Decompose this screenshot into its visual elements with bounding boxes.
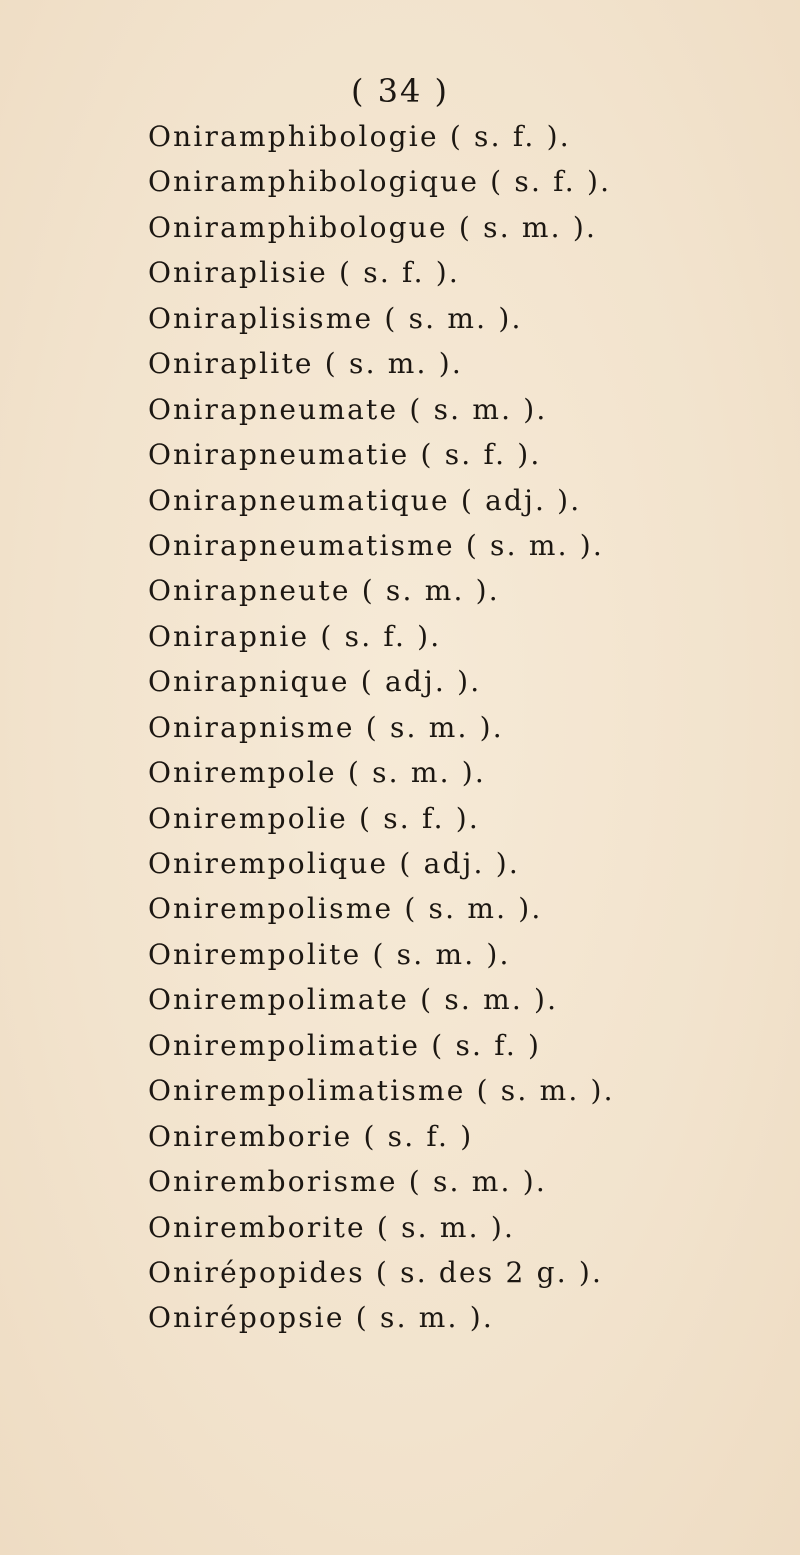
dictionary-entry: Oniramphibologue ( s. m. ). [148, 210, 598, 244]
dictionary-entry: Oniremborite ( s. m. ). [148, 1210, 516, 1244]
dictionary-entry: Onirapnie ( s. f. ). [148, 619, 442, 653]
dictionary-entry: Onirépopides ( s. des 2 g. ). [148, 1255, 604, 1289]
dictionary-entry: Onirempolimate ( s. m. ). [148, 983, 559, 1017]
dictionary-entry: Onirempole ( s. m. ). [148, 756, 487, 790]
page-number: ( 34 ) [350, 72, 450, 110]
dictionary-entry: Onirempolite ( s. m. ). [148, 937, 511, 971]
dictionary-entry: Onirempolimatisme ( s. m. ). [148, 1074, 615, 1108]
dictionary-entry: Onirapnisme ( s. m. ). [148, 710, 504, 744]
dictionary-entry: Onirempolisme ( s. m. ). [148, 892, 543, 926]
dictionary-entry: Oniraplisisme ( s. m. ). [148, 301, 523, 335]
dictionary-entry: Onirépopsie ( s. m. ). [148, 1301, 494, 1335]
dictionary-entry: Onirapnique ( adj. ). [148, 665, 482, 699]
dictionary-entry: Onirempolimatie ( s. f. ) [148, 1028, 542, 1062]
dictionary-entry-list [148, 114, 615, 1341]
dictionary-entry: Onirapneumate ( s. m. ). [148, 392, 548, 426]
dictionary-entry: Oniremborisme ( s. m. ). [148, 1165, 547, 1199]
dictionary-entry: Onirapneumatique ( adj. ). [148, 483, 582, 517]
dictionary-entry: Oniramphibologie ( s. f. ). [148, 120, 571, 153]
dictionary-entry: Onirapneumatie ( s. f. ). [148, 438, 542, 472]
dictionary-entry: Oniraplisie ( s. f. ). [148, 256, 461, 290]
dictionary-entry: Onirempolie ( s. f. ). [148, 801, 480, 835]
dictionary-entry: Oniraplite ( s. m. ). [148, 347, 463, 381]
dictionary-entry: Oniremborie ( s. f. ) [148, 1119, 474, 1153]
dictionary-entry: Onirapneute ( s. m. ). [148, 574, 500, 608]
dictionary-entry: Onirapneumatisme ( s. m. ). [148, 528, 604, 562]
dictionary-entry: Onirempolique ( adj. ). [148, 847, 520, 880]
dictionary-entry: Oniramphibologique ( s. f. ). [148, 165, 612, 199]
